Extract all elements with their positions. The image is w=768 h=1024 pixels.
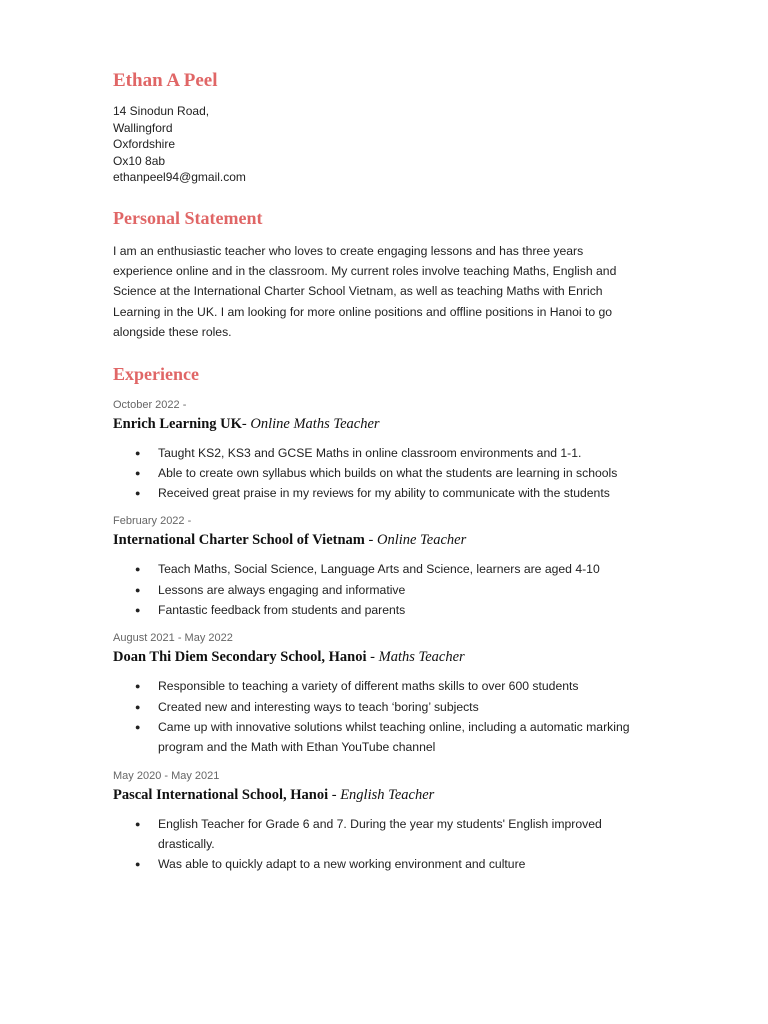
- job-bullet-text: Able to create own syllabus which builds on what the students are learning in schools: [158, 465, 618, 480]
- address-line-county: Oxfordshire: [113, 137, 176, 151]
- job-bullet-list: [113, 443, 653, 504]
- job-title: [113, 785, 653, 805]
- job-bullet-text: Taught KS2, KS3 and GCSE Maths in online classroom environments and 1-1.: [158, 445, 582, 460]
- job-bullet-text: Came up with innovative solutions whilst teaching online, including a automatic marking program and the Math with Ethan YouTube channel: [158, 719, 630, 755]
- job-role: Online Teacher: [376, 532, 467, 549]
- job-bullet: [113, 600, 653, 620]
- job-bullet: [113, 580, 653, 600]
- job-bullet: [113, 483, 653, 503]
- address-line-town: Wallingford: [113, 120, 173, 135]
- job-separator: -: [364, 532, 377, 549]
- job-entry: [113, 768, 653, 875]
- job-title: [113, 414, 653, 434]
- job-role: Maths Teacher: [378, 649, 465, 666]
- job-bullet-list: [113, 814, 653, 875]
- job-title: [113, 647, 653, 667]
- address-line-postcode: Ox10 8ab: [113, 153, 166, 168]
- job-bullet: [113, 463, 653, 483]
- job-bullet-text: Teach Maths, Social Science, Language Arts and Science, learners are aged 4-10: [158, 562, 600, 577]
- job-bullet: [113, 676, 653, 696]
- job-separator: -: [241, 415, 251, 432]
- job-bullet-text: Fantastic feedback from students and parents: [158, 603, 406, 618]
- job-bullet-list: [113, 559, 653, 620]
- job-bullet-text: Lessons are always engaging and informative: [158, 582, 406, 597]
- job-dates: August 2021 - May 2022: [113, 632, 233, 645]
- job-dates: May 2020 - May 2021: [113, 769, 220, 782]
- job-separator: -: [366, 649, 379, 666]
- job-entry: [113, 513, 653, 620]
- job-role: English Teacher: [340, 786, 435, 803]
- job-dates: February 2022 -: [113, 515, 192, 528]
- email-address: ethanpeel94@gmail.com: [113, 170, 246, 184]
- personal-statement-text: I am an enthusiastic teacher who loves to create engaging lessons and has three years experience online and in the classroom. My current roles involve teaching Maths, English and Science at the International Charter School Vietnam, as well as teaching Maths with Enrich Learning in the UK. I am looking for more online positions and offline positions in Hanoi to go alongside these roles.: [113, 243, 617, 340]
- bullet-icon: ●: [135, 818, 141, 829]
- job-bullet-text: Received great praise in my reviews for my ability to communicate with the students: [158, 486, 610, 501]
- address-line-street: 14 Sinodun Road,: [113, 104, 210, 118]
- job-bullet: [113, 717, 653, 758]
- resume-content: [113, 66, 653, 874]
- job-bullet: [113, 697, 653, 717]
- job-bullet-text: Responsible to teaching a variety of different maths skills to over 600 students: [158, 679, 579, 694]
- job-organisation: International Charter School of Vietnam: [113, 532, 365, 549]
- bullet-icon: ●: [135, 681, 141, 692]
- candidate-name: Ethan A Peel: [113, 70, 218, 91]
- job-bullet: [113, 814, 653, 855]
- bullet-icon: ●: [135, 859, 141, 870]
- personal-statement-heading: Personal Statement: [113, 207, 263, 228]
- job-bullet-text: English Teacher for Grade 6 and 7. During the year my students' English improved drastically.: [158, 816, 602, 851]
- job-organisation: Enrich Learning UK: [113, 415, 242, 432]
- bullet-icon: ●: [135, 447, 141, 458]
- job-organisation: Doan Thi Diem Secondary School, Hanoi: [113, 649, 367, 666]
- job-entry: [113, 630, 653, 757]
- bullet-icon: ●: [135, 701, 141, 712]
- contact-block: [113, 103, 653, 186]
- job-bullet: [113, 443, 653, 463]
- bullet-icon: ●: [135, 564, 141, 575]
- job-bullet: [113, 854, 653, 874]
- bullet-icon: ●: [135, 584, 141, 595]
- job-bullet-text: Was able to quickly adapt to a new working environment and culture: [158, 857, 526, 872]
- job-organisation: Pascal International School, Hanoi: [113, 786, 329, 803]
- job-bullet-list: [113, 676, 653, 757]
- job-bullet-text: Created new and interesting ways to teach ‘boring’ subjects: [158, 699, 479, 714]
- job-title: [113, 530, 653, 550]
- job-bullet: [113, 559, 653, 579]
- job-separator: -: [328, 786, 341, 803]
- bullet-icon: ●: [135, 467, 141, 478]
- job-role: Online Maths Teacher: [250, 415, 380, 432]
- bullet-icon: ●: [135, 488, 141, 499]
- experience-heading: Experience: [113, 363, 199, 384]
- job-entry: [113, 397, 653, 504]
- bullet-icon: ●: [135, 721, 141, 732]
- bullet-icon: ●: [135, 605, 141, 616]
- job-dates: October 2022 -: [113, 398, 187, 411]
